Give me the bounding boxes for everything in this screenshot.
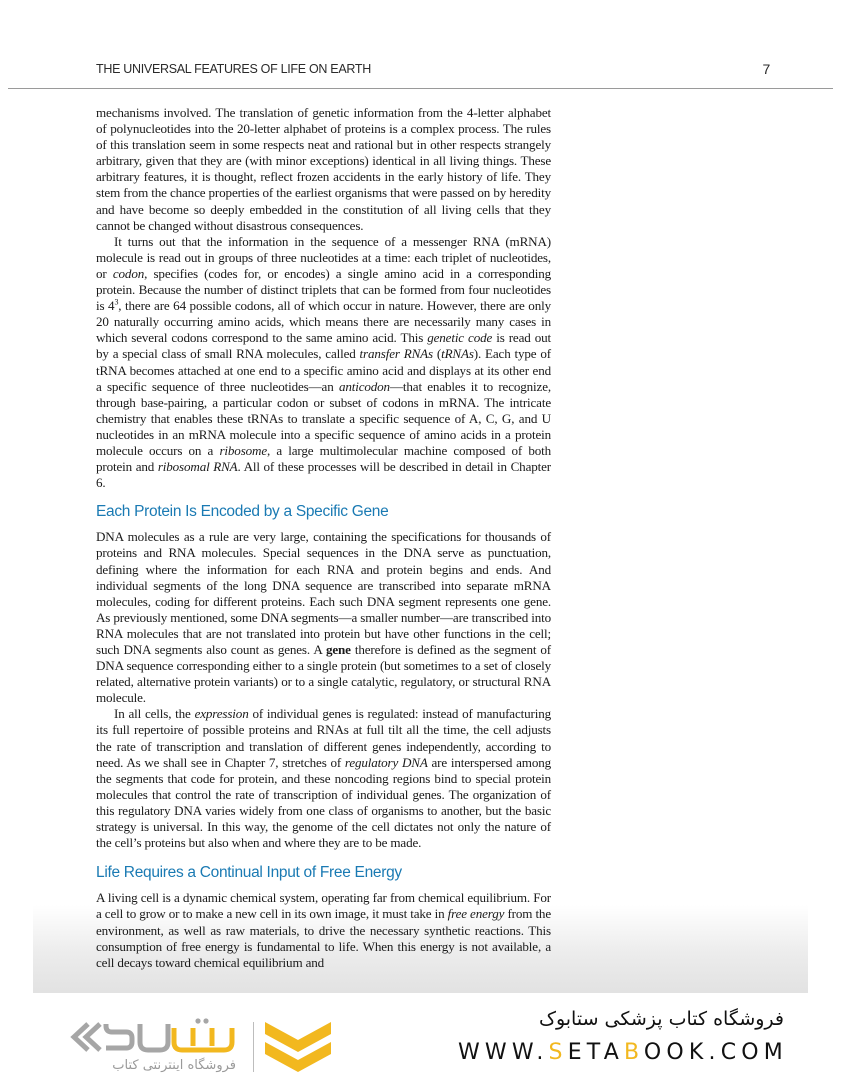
logo-wordmark-icon — [68, 1018, 238, 1056]
term-ribosomal-rna: ribosomal RNA — [157, 459, 238, 475]
running-header — [96, 62, 776, 80]
term-transfer-rnas: transfer RNAs — [359, 346, 433, 362]
section-heading-free-energy: Life Requires a Continual Input of Free Energy — [96, 864, 402, 882]
store-name: فروشگاه کتاب پزشکی ستابوک — [538, 1008, 784, 1030]
store-info — [430, 1008, 800, 1078]
logo-tagline: فروشگاه اینترنتی کتاب — [112, 1058, 236, 1073]
page-number: 7 — [762, 61, 770, 77]
term-expression: expression — [194, 706, 249, 722]
term-free-energy: free energy — [447, 906, 505, 922]
logo-separator — [253, 1022, 254, 1072]
term-anticodon: anticodon — [338, 378, 390, 394]
paragraph-2: It turns out that the information in the sequence of a messenger RNA (mRNA) molecule is read out in groups of three nucleotides at a time: each triplet of nucleotides, or codon, specifies (codes for, or encodes) a single amino acid in a corresponding protein. Because the number of distinct triplets that can be formed from four nucleotides is $4^3$, there are 64 possible codons, all of which occur in nature. However, there are only 20 naturally occurring amino acids, which means there are necessarily many cases in which several codons correspond to the same amino acid. This genetic code is read out by a special class of small RNA molecules, called transfer RNAs (tRNAs). Each type of tRNA becomes attached at one end to a specific amino acid and displays at its other end a specific sequence of three nucleotides—an anticodon—that enables it to recognize, through base-pairing, a particular codon or subset of codons in mRNA. The intricate chemistry that enables these tRNAs to translate a specific sequence of A, C, G, and U nucleotides in an mRNA molecule into a specific sequence of amino acids in a protein molecule occurs on a ribosome, a large multimolecular machine composed of both protein and ribosomal RNA. All of these processes will be described in detail in Chapter 6. — [96, 233, 551, 491]
section-heading-protein-gene: Each Protein Is Encoded by a Specific Gene — [96, 503, 389, 521]
term-trnas: tRNAs — [441, 346, 474, 362]
paragraph-4: In all cells, the expression of individual genes is regulated: instead of manufacturing its full repertoire of possible proteins and RNAs at full tilt all the time, the cell adjusts the rate of transcription and translation of different genes independently, according to need. As we shall see in Chapter 7, stretches of regulatory DNA are interspersed among the segments that code for protein, and these noncoding regions bind to special protein molecules that control the rate of transcription of individual genes. The organization of this regulatory DNA varies widely from one class of organisms to another, but the basic strategy is universal. In this way, the genome of the cell dictates not only the nature of the cell’s proteins but also when and where they are to be made. — [96, 706, 552, 851]
term-regulatory-dna: regulatory DNA — [344, 754, 428, 770]
term-gene: gene — [325, 642, 351, 657]
paragraph-5: A living cell is a dynamic chemical system, operating far from chemical equilibrium. For a cell to grow or to make a new cell in its own image, it must take in free energy from the environment, as well as raw materials, to drive the necessary synthetic reactions. This consumption of free energy is fundamental to life. When this energy is not available, a cell decays toward chemical equilibrium and — [96, 890, 551, 970]
chevron-emblem-icon — [263, 1020, 333, 1074]
store-logo — [68, 1018, 333, 1076]
running-title: THE UNIVERSAL FEATURES OF LIFE ON EARTH — [96, 62, 371, 76]
term-genetic-code: genetic code — [427, 330, 493, 346]
exponent: 3 — [114, 297, 119, 307]
body-text-column — [96, 105, 551, 971]
term-ribosome: ribosome — [219, 442, 268, 458]
paragraph-3: DNA molecules as a rule are very large, containing the specifications for thousands of proteins and RNA molecules. Special sequences in the DNA serve as punctuation, defining where the information for each RNA and protein begins and ends. And individual segments of the long DNA sequence are transcribed into separate mRNA molecules, coding for different proteins. Each such DNA segment represents one gene. As previously mentioned, some DNA segments—a smaller number—are transcribed into RNA molecules that are not translated into protein but have other functions in the cell; such DNA segments also count as genes. A gene therefore is defined as the segment of DNA sequence corresponding either to a single protein (but sometimes to a set of closely related, alternative protein variants) or to a single catalytic, regulatory, or structural RNA molecule. — [96, 529, 551, 706]
paragraph-1: mechanisms involved. The translation of genetic information from the 4-letter alphabet of polynucleotides into the 20-letter alphabet of proteins is a complex process. The rules of this translation seem in some respects neat and rational but in other respects strangely arbitrary, given that they are (with minor exceptions) identical in all living things. These arbitrary features, it is thought, reflect frozen accidents in the early history of life. They stem from the chance properties of the earliest organisms that were passed on by heredity and have become so deeply embedded in the constitution of all living cells that they cannot be changed without disastrous consequences. — [96, 105, 551, 233]
term-codon: codon — [112, 265, 145, 281]
header-rule — [8, 88, 833, 89]
store-url: WWW.SETABOOK.COM — [457, 1040, 788, 1065]
